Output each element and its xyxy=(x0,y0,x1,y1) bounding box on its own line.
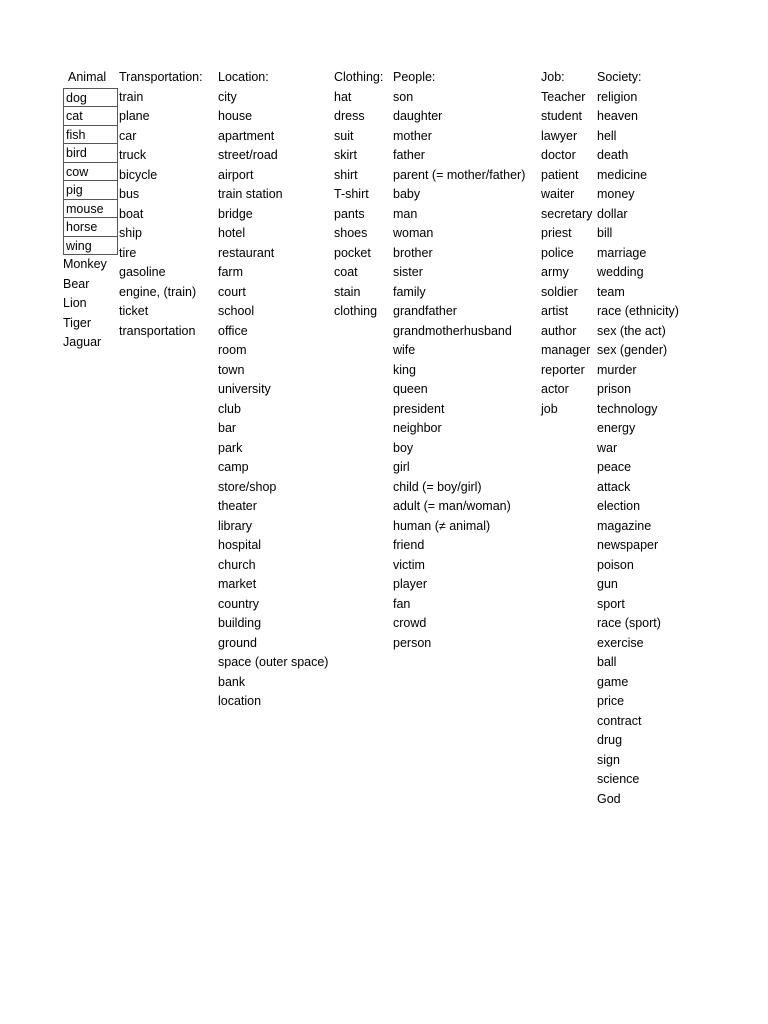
list-item: bus xyxy=(119,187,140,201)
list-item: theater xyxy=(218,499,257,513)
list-item: university xyxy=(218,382,271,396)
list-item: father xyxy=(393,148,425,162)
list-item: cat xyxy=(63,106,118,126)
transportation-header: Transportation: xyxy=(119,70,203,84)
list-item: sister xyxy=(393,265,423,279)
list-item: secretary xyxy=(541,206,593,221)
list-item: suit xyxy=(334,128,354,143)
list-item: sex (the act) xyxy=(597,323,666,338)
list-item: dollar xyxy=(597,206,628,221)
list-item: man xyxy=(393,206,418,221)
list-item: fish xyxy=(63,125,118,145)
list-item: exercise xyxy=(597,635,644,650)
list-item: president xyxy=(393,401,445,416)
list-item: wedding xyxy=(597,265,644,279)
list-item: bank xyxy=(218,674,246,689)
list-item: team xyxy=(597,284,625,299)
list-item: drug xyxy=(597,733,623,747)
list-item: T-shirt xyxy=(334,187,369,201)
list-item: neighbor xyxy=(393,421,442,435)
list-item: author xyxy=(541,323,577,338)
list-item: brother xyxy=(393,245,433,260)
list-item: bar xyxy=(218,421,237,435)
list-item: wife xyxy=(393,343,416,357)
list-item: country xyxy=(218,596,259,611)
list-item: gun xyxy=(597,577,618,591)
location-list xyxy=(218,88,328,712)
list-item: bird xyxy=(63,143,118,163)
list-item: adult (= man/woman) xyxy=(393,499,511,513)
list-item: Lion xyxy=(63,296,87,310)
list-item: clothing xyxy=(334,304,378,318)
location-header: Location: xyxy=(218,70,269,84)
clothing-list xyxy=(334,88,383,322)
list-item: queen xyxy=(393,382,428,396)
list-item: price xyxy=(597,694,625,708)
list-item: war xyxy=(597,440,618,455)
list-item: police xyxy=(541,245,574,260)
list-item: boat xyxy=(119,206,144,221)
list-item: murder xyxy=(597,362,637,377)
list-item: camp xyxy=(218,460,249,474)
society-list xyxy=(597,88,679,810)
list-item: building xyxy=(218,616,262,630)
list-item: doctor xyxy=(541,148,576,162)
list-item: airport xyxy=(218,167,254,182)
list-item: artist xyxy=(541,304,569,318)
job-list xyxy=(541,88,592,420)
list-item: stain xyxy=(334,284,361,299)
list-item: king xyxy=(393,362,416,377)
list-item: city xyxy=(218,89,237,104)
animal-column xyxy=(63,68,118,353)
list-item: human (≠ animal) xyxy=(393,518,491,533)
list-item: bridge xyxy=(218,206,253,221)
list-item: family xyxy=(393,284,426,299)
list-item: election xyxy=(597,499,641,513)
list-item: job xyxy=(541,401,558,416)
list-item: Jaguar xyxy=(63,335,102,349)
list-item: engine, (train) xyxy=(119,284,197,299)
job-header: Job: xyxy=(541,70,565,84)
list-item: friend xyxy=(393,538,425,552)
society-header: Society: xyxy=(597,70,642,84)
clothing-header: Clothing: xyxy=(334,70,384,84)
animal-header: Animal xyxy=(68,70,107,84)
list-item: death xyxy=(597,148,629,162)
list-item: manager xyxy=(541,343,591,357)
list-item: office xyxy=(218,323,248,338)
list-item: Bear xyxy=(63,276,90,291)
list-item: hell xyxy=(597,128,617,143)
list-item: attack xyxy=(597,479,631,494)
list-item: apartment xyxy=(218,128,275,143)
list-item: technology xyxy=(597,401,658,416)
list-item: medicine xyxy=(597,167,648,182)
list-item: hospital xyxy=(218,538,262,552)
list-item: ball xyxy=(597,655,617,669)
list-item: truck xyxy=(119,148,147,162)
animal-list xyxy=(63,88,118,353)
list-item: poison xyxy=(597,557,634,572)
list-item: mouse xyxy=(63,199,118,219)
list-item: pig xyxy=(63,180,118,200)
list-item: sex (gender) xyxy=(597,343,668,357)
list-item: crowd xyxy=(393,616,427,630)
list-item: restaurant xyxy=(218,245,275,260)
list-item: ticket xyxy=(119,304,149,318)
list-item: shirt xyxy=(334,167,358,182)
list-item: store/shop xyxy=(218,479,277,494)
list-item: street/road xyxy=(218,148,278,162)
list-item: victim xyxy=(393,557,425,572)
people-column xyxy=(393,68,525,653)
list-item: prison xyxy=(597,382,632,396)
list-item: hat xyxy=(334,89,352,104)
list-item: ship xyxy=(119,226,142,240)
list-item: fan xyxy=(393,596,411,611)
list-item: market xyxy=(218,577,257,591)
list-item: ground xyxy=(218,635,257,650)
job-column xyxy=(541,68,592,419)
list-item: religion xyxy=(597,89,638,104)
list-item: waiter xyxy=(541,187,575,201)
list-item: bicycle xyxy=(119,167,158,182)
list-item: newspaper xyxy=(597,538,659,552)
list-item: court xyxy=(218,284,246,299)
list-item: tire xyxy=(119,245,137,260)
list-item: priest xyxy=(541,226,572,240)
list-item: coat xyxy=(334,265,358,279)
list-item: pocket xyxy=(334,245,371,260)
list-item: pants xyxy=(334,206,365,221)
list-item: car xyxy=(119,128,137,143)
list-item: peace xyxy=(597,460,632,474)
people-list xyxy=(393,88,525,654)
list-item: shoes xyxy=(334,226,368,240)
list-item: church xyxy=(218,557,256,572)
list-item: town xyxy=(218,362,245,377)
people-header: People: xyxy=(393,70,436,84)
list-item: mother xyxy=(393,128,432,143)
list-item: horse xyxy=(63,217,118,237)
list-item: baby xyxy=(393,187,421,201)
list-item: bill xyxy=(597,226,613,240)
list-item: transportation xyxy=(119,323,196,338)
list-item: marriage xyxy=(597,245,647,260)
clothing-column xyxy=(334,68,383,322)
list-item: grandfather xyxy=(393,304,457,318)
list-item: money xyxy=(597,187,635,201)
list-item: grandmotherhusband xyxy=(393,323,512,338)
list-item: person xyxy=(393,635,432,650)
list-item: Monkey xyxy=(63,257,107,271)
list-item: sign xyxy=(597,752,620,767)
list-item: room xyxy=(218,343,247,357)
list-item: patient xyxy=(541,167,579,182)
list-item: magazine xyxy=(597,518,652,533)
list-item: student xyxy=(541,109,583,123)
list-item: reporter xyxy=(541,362,585,377)
list-item: child (= boy/girl) xyxy=(393,479,482,494)
list-item: heaven xyxy=(597,109,639,123)
list-item: school xyxy=(218,304,255,318)
list-item: plane xyxy=(119,109,150,123)
list-item: player xyxy=(393,577,428,591)
list-item: army xyxy=(541,265,569,279)
list-item: skirt xyxy=(334,148,357,162)
list-item: train station xyxy=(218,187,283,201)
list-item: daughter xyxy=(393,109,443,123)
society-column xyxy=(597,68,679,809)
list-item: house xyxy=(218,109,253,123)
list-item: park xyxy=(218,440,243,455)
list-item: God xyxy=(597,791,621,806)
list-item: hotel xyxy=(218,226,246,240)
transportation-list xyxy=(119,88,203,342)
list-item: space (outer space) xyxy=(218,655,329,669)
list-item: sport xyxy=(597,596,625,611)
list-item: race (sport) xyxy=(597,616,661,630)
list-item: contract xyxy=(597,713,642,728)
list-item: son xyxy=(393,89,414,104)
list-item: game xyxy=(597,674,629,689)
list-item: dress xyxy=(334,109,365,123)
list-item: parent (= mother/father) xyxy=(393,167,526,182)
list-item: train xyxy=(119,89,144,104)
list-item: Teacher xyxy=(541,89,586,104)
list-item: library xyxy=(218,518,253,533)
list-item: farm xyxy=(218,265,243,279)
list-item: club xyxy=(218,401,241,416)
list-item: cow xyxy=(63,162,118,182)
list-item: gasoline xyxy=(119,265,166,279)
list-item: dog xyxy=(63,88,118,108)
list-item: Tiger xyxy=(63,315,92,330)
list-item: energy xyxy=(597,421,636,435)
list-item: location xyxy=(218,694,262,708)
list-item: wing xyxy=(63,236,118,256)
transportation-column xyxy=(119,68,203,341)
list-item: boy xyxy=(393,440,414,455)
location-column xyxy=(218,68,328,712)
list-item: soldier xyxy=(541,284,578,299)
list-item: lawyer xyxy=(541,128,578,143)
list-item: girl xyxy=(393,460,410,474)
list-item: science xyxy=(597,772,640,786)
list-item: race (ethnicity) xyxy=(597,304,679,318)
list-item: actor xyxy=(541,382,569,396)
list-item: woman xyxy=(393,226,434,240)
